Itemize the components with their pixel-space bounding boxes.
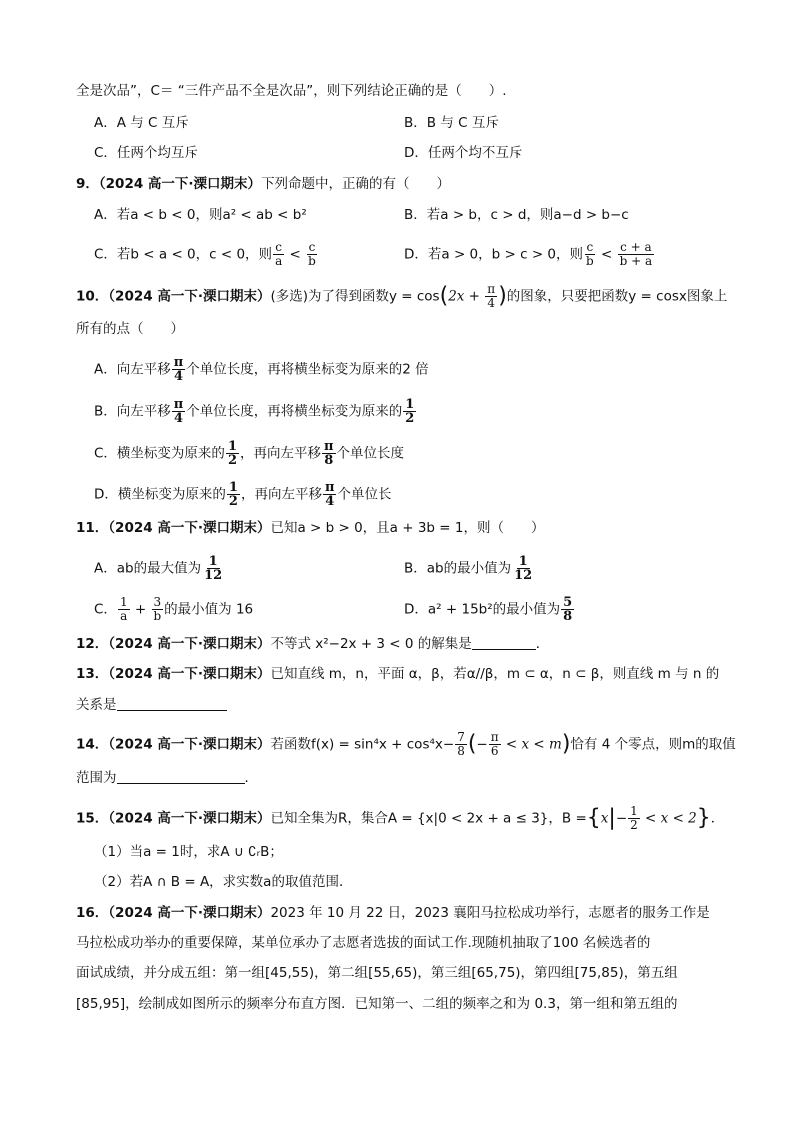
fraction-pi-over-4: $\frac{\pi}{4}$	[173, 355, 184, 384]
q13-number: 13．	[76, 666, 109, 682]
q11-option-b: B．ab的最小值为 $\frac{1}{12}$	[404, 554, 533, 583]
fraction-1-over-12: $\frac{1}{12}$	[204, 554, 223, 583]
fraction-7-over-8: $\frac{7}{8}$	[457, 730, 465, 758]
q12-stem: 12．（2024 高一下·溧口期末）不等式 x²−2x + 3 < 0 的解集是 ．	[76, 636, 550, 652]
fraction-pi-over-4: $\frac{\pi}{4}$	[173, 397, 184, 426]
q15-part-2: （2）若A ∩ B = A，求实数a的取值范围．	[94, 874, 353, 890]
q14-stem: 14．（2024 高一下·溧口期末）若函数f(x) = sin⁴x + cos⁴x− $\frac{7}{8}$ (− $\frac{\pi}{6}$ < x < m)恰有 4 个零点，则m的取值	[76, 730, 736, 758]
q16-line-4: [85,95]，绘制成如图所示的频率分布直方图．已知第一、二组的频率之和为 0.3，第一组和第五组的	[76, 996, 678, 1012]
fraction-1-over-a: $\frac{1}{a}$	[119, 595, 128, 623]
q13-source: （2024 高一下·溧口期末）	[108, 666, 271, 682]
fraction-1-over-12: $\frac{1}{12}$	[514, 554, 533, 583]
q8-option-c: C．任两个均互斥	[94, 145, 198, 161]
q9-option-d: D．若a > 0，b > c > 0，则 $\frac{c}{b}$ < $\frac{c + a}{b + a}$	[404, 240, 653, 268]
q14-number: 14．	[76, 736, 109, 753]
fraction-5-over-8: $\frac{5}{8}$	[563, 595, 573, 624]
q9-option-d-text: D．若a > 0，b > c > 0，则	[404, 246, 584, 263]
q16-line-2: 马拉松成功举办的重要保障，某单位承办了志愿者选拔的面试工作.现随机抽取了100 名候选者的	[76, 935, 651, 951]
fraction-1-over-2: $\frac{1}{2}$	[630, 804, 638, 832]
q15-number: 15．	[76, 810, 109, 827]
q11-stem: 11．（2024 高一下·溧口期末）已知a > b > 0，且a + 3b = 1，则（ ）	[76, 520, 545, 536]
fraction-pi-over-8: $\frac{\pi}{8}$	[323, 439, 334, 468]
q15-part-1: （1）当a = 1时，求A ∪ ∁ᵣB；	[94, 844, 283, 860]
q9-stem	[76, 174, 450, 194]
fraction-c-over-b: $\frac{c}{b}$	[308, 240, 316, 268]
q10-option-d: D．横坐标变为原来的 $\frac{1}{2}$ ，再向左平移 $\frac{\pi}{4}$ 个单位长	[94, 480, 392, 509]
answer-blank[interactable]	[117, 769, 245, 784]
q13-stem: 13．（2024 高一下·溧口期末）已知直线 m，n，平面 α，β，若α//β，m ⊂ α，n ⊂ β，则直线 m 与 n 的	[76, 666, 720, 682]
q14-stem-line2: 范围为 ．	[76, 770, 258, 786]
q10-option-b: B．向左平移 $\frac{\pi}{4}$ 个单位长度，再将横坐标变为原来的 $\frac{1}{2}$	[94, 397, 415, 426]
q11-source: （2024 高一下·溧口期末）	[108, 520, 271, 536]
q9-text: 下列命题中，正确的有（ ）	[261, 176, 451, 192]
q16-stem: 16．（2024 高一下·溧口期末）2023 年 10 月 22 日，2023 襄阳马拉松成功举行，志愿者的服务工作是	[76, 905, 710, 921]
q9-number: 9．	[76, 176, 99, 192]
q8-option-a: A．A 与 C 互斥	[94, 115, 189, 131]
q9-option-c-text: C．若b < a < 0，c < 0，则	[94, 246, 273, 263]
q8-option-b: B．B 与 C 互斥	[404, 115, 499, 131]
fraction-1-over-2: $\frac{1}{2}$	[405, 397, 415, 426]
fraction-3-over-b: $\frac{3}{b}$	[153, 595, 162, 623]
q10-stem: 10．（2024 高一下·溧口期末）(多选)为了得到函数y = cos(2x + $\frac{\pi}{4}$ )的图象，只要把函数y = cosx图象上	[76, 282, 728, 310]
q9-option-c: C．若b < a < 0，c < 0，则 $\frac{c}{a}$ < $\frac{c}{b}$	[94, 240, 316, 268]
q15-stem: 15．（2024 高一下·溧口期末）已知全集为R，集合A = {x|0 < 2x + a ≤ 3}，B ={x|− $\frac{1}{2}$ < x < 2}．	[76, 804, 725, 832]
fraction-pi-over-4: $\frac{\pi}{4}$	[324, 480, 335, 509]
answer-blank[interactable]	[117, 696, 227, 711]
q11-option-d: D．a² + 15b²的最小值为 $\frac{5}{8}$	[404, 595, 573, 624]
q11-option-c: C． $\frac{1}{a}$ + $\frac{3}{b}$ 的最小值为 16	[94, 595, 254, 623]
q8-continuation: 全是次品”，C＝ “三件产品不全是次品”，则下列结论正确的是（ ）.	[76, 83, 507, 99]
q10-option-a: A．向左平移 $\frac{\pi}{4}$ 个单位长度，再将横坐标变为原来的2 倍	[94, 355, 429, 384]
q10-option-c: C．横坐标变为原来的 $\frac{1}{2}$ ，再向左平移 $\frac{\pi}{8}$ 个单位长度	[94, 439, 404, 468]
q9-option-b: B．若a > b，c > d，则a−d > b−c	[404, 207, 629, 223]
q15-source: （2024 高一下·溧口期末）	[108, 810, 271, 827]
fraction-1-over-2: $\frac{1}{2}$	[228, 480, 238, 509]
q9-source: （2024 高一下·溧口期末）	[98, 176, 262, 192]
fraction-c-over-b: $\frac{c}{b}$	[586, 240, 594, 268]
q11-number: 11．	[76, 520, 109, 536]
q16-line-3: 面试成绩，并分成五组：第一组[45,55)，第二组[55,65)，第三组[65,75)，第四组[75,85)，第五组	[76, 965, 678, 981]
q12-number: 12．	[76, 636, 109, 652]
fraction-c-over-a: $\frac{c}{a}$	[275, 240, 283, 268]
q9-option-a: A．若a < b < 0，则a² < ab < b²	[94, 207, 307, 223]
q14-source: （2024 高一下·溧口期末）	[108, 736, 271, 753]
fraction-pi-over-4: $\frac{\pi}{4}$	[487, 282, 496, 310]
q10-stem-line2: 所有的点（ ）	[76, 321, 184, 337]
q16-number: 16．	[76, 905, 109, 921]
answer-blank[interactable]	[472, 635, 536, 650]
q13-stem-line2: 关系是	[76, 695, 227, 715]
fraction-1-over-2: $\frac{1}{2}$	[227, 439, 237, 468]
q12-source: （2024 高一下·溧口期末）	[108, 636, 271, 652]
q10-number: 10．	[76, 288, 109, 305]
q10-source: （2024 高一下·溧口期末）	[108, 288, 271, 305]
q16-source: （2024 高一下·溧口期末）	[108, 905, 271, 921]
fraction-cpa-over-bpa: $\frac{c + a}{b + a}$	[619, 240, 653, 268]
fraction-pi-over-6: $\frac{\pi}{6}$	[490, 730, 499, 758]
q8-option-d: D．任两个均不互斥	[404, 145, 523, 161]
q11-option-a: A．ab的最大值为 $\frac{1}{12}$	[94, 554, 223, 583]
